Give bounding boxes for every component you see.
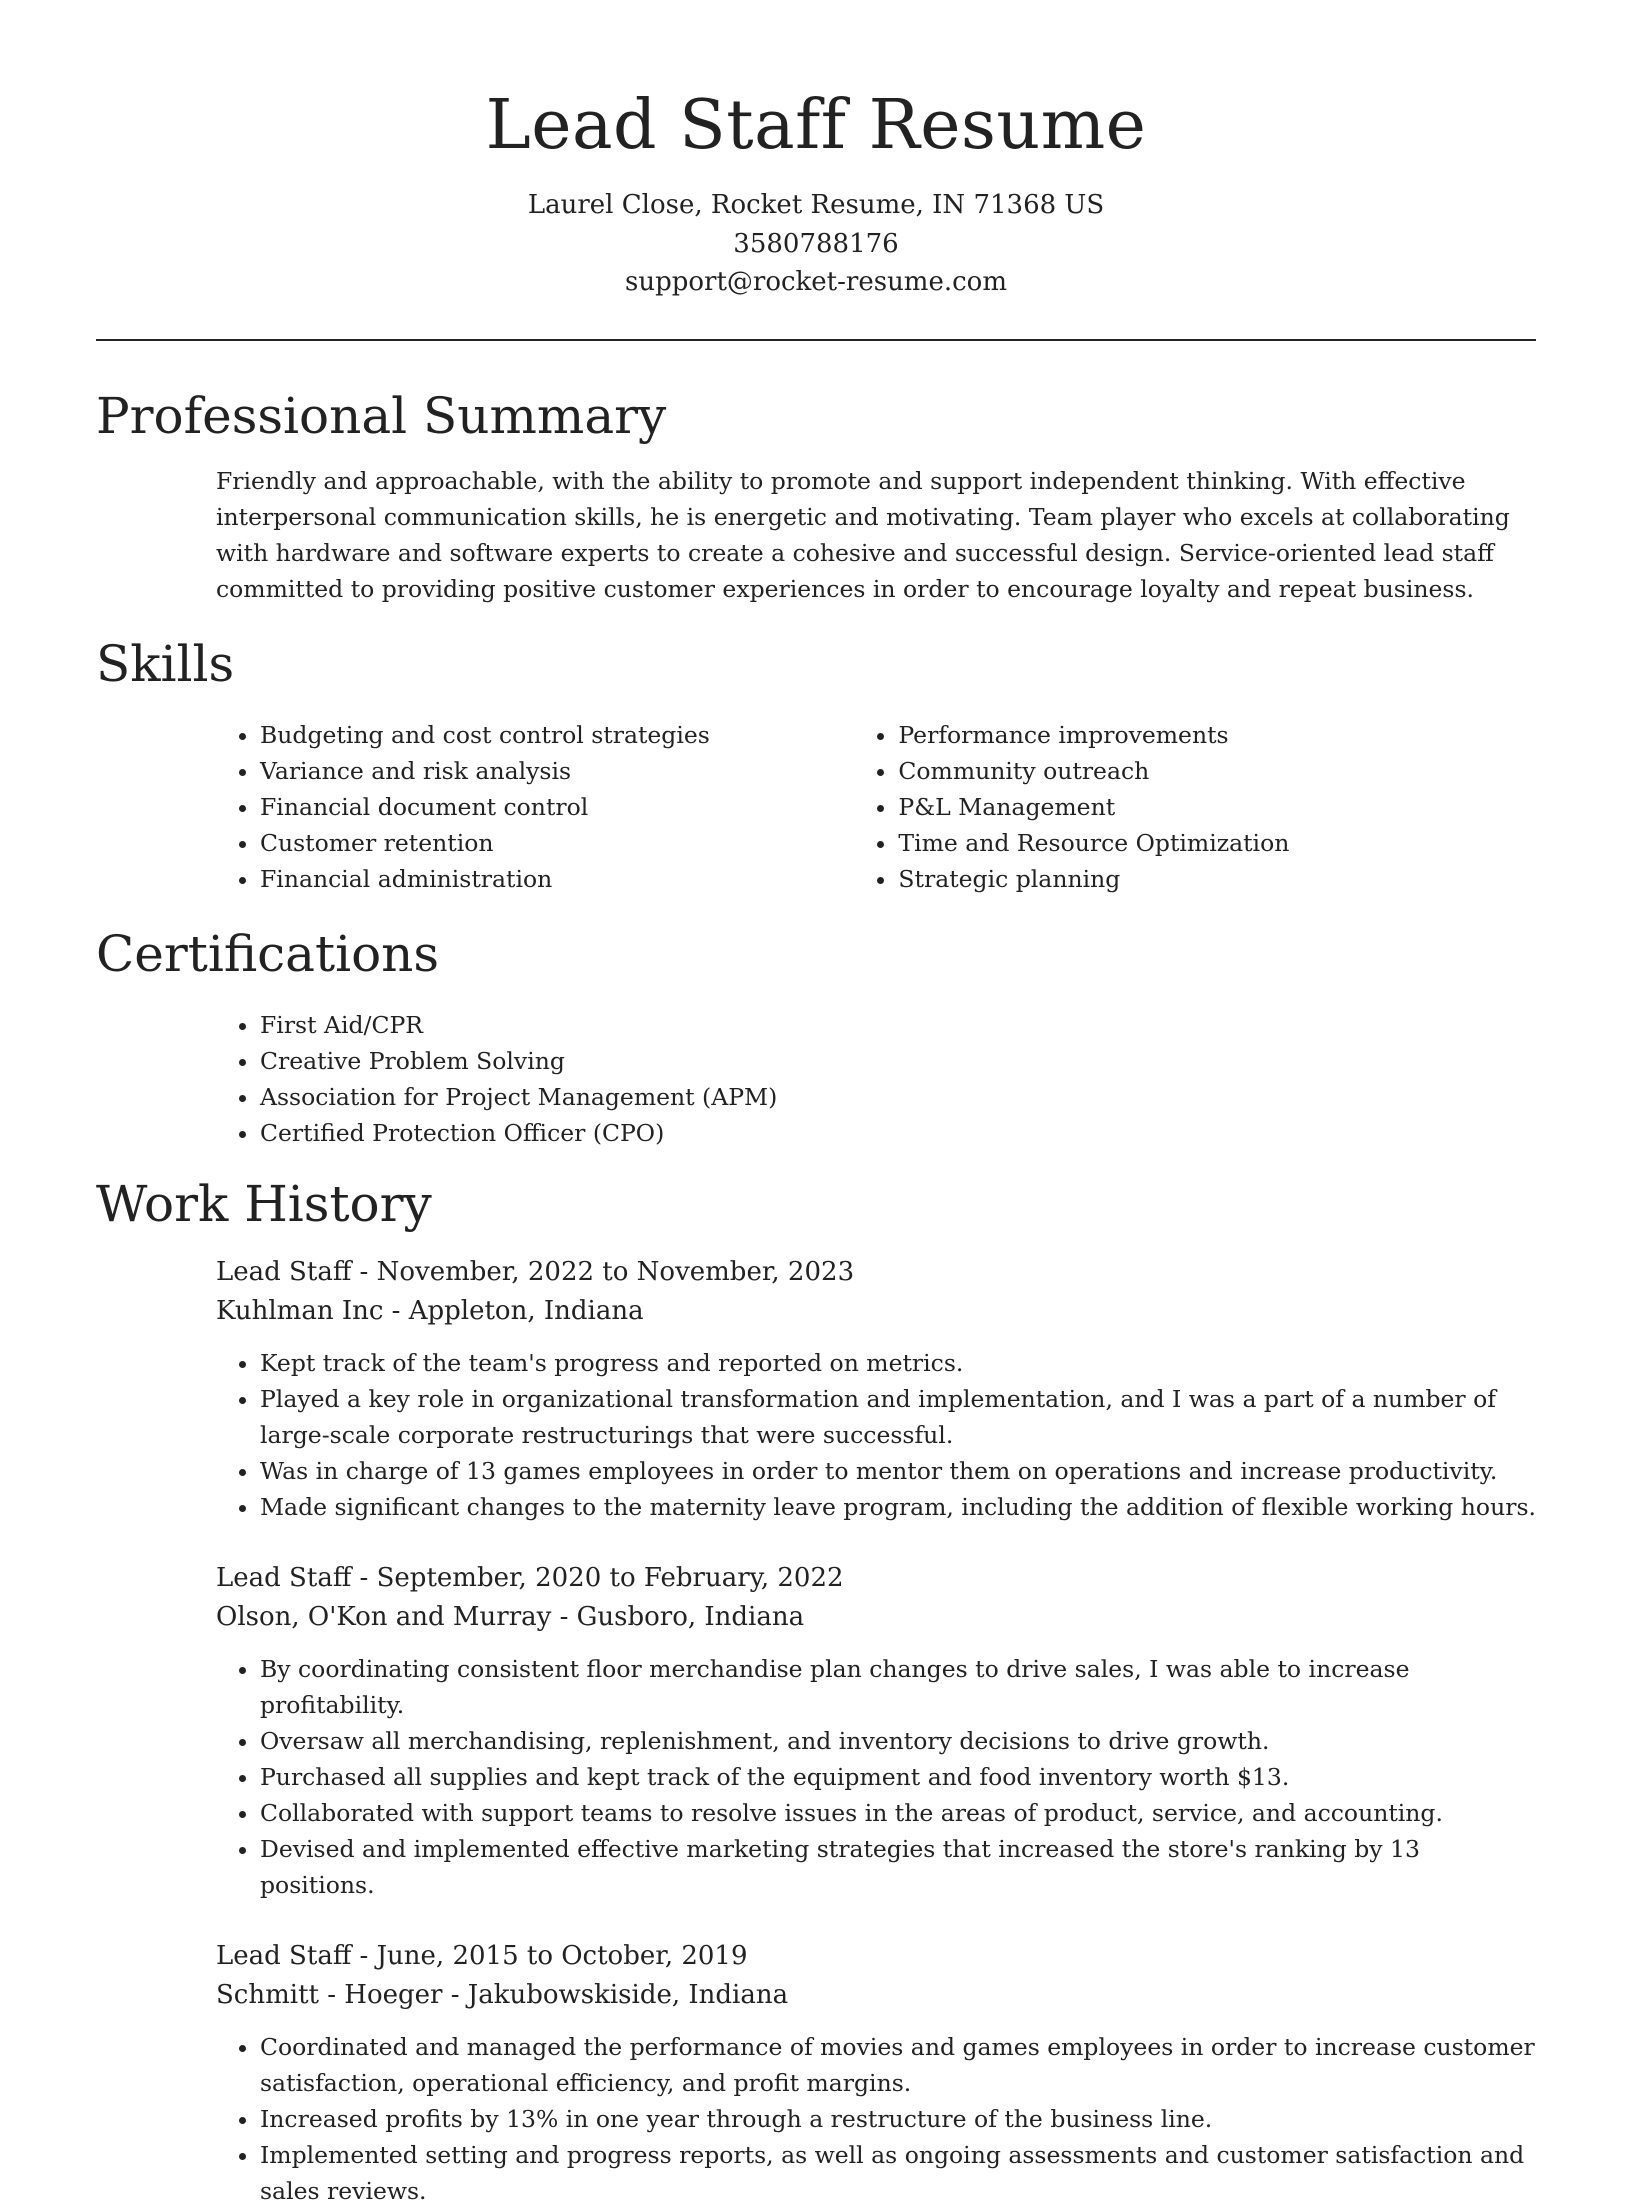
skill-item: • P&L Management: [898, 789, 1536, 825]
skill-item: • Community outreach: [898, 753, 1536, 789]
contact-address: Laurel Close, Rocket Resume, IN 71368 US: [527, 190, 1105, 220]
certification-item: • Association for Project Management (APM): [260, 1079, 1536, 1115]
job-bullet: • Increased profits by 13% in one year through a restructure of the business line.: [260, 2101, 1536, 2137]
resume-page: [96, 0, 1536, 2209]
contact-email: support@rocket-resume.com: [624, 267, 1007, 297]
skills-list-right: [854, 717, 1536, 897]
job-bullets: [216, 2029, 1536, 2209]
job-company-line: Olson, O'Kon and Murray - Gusboro, Indiana: [216, 1601, 805, 1632]
skill-item: • Performance improvements: [898, 717, 1536, 753]
skills-columns: [216, 717, 1536, 897]
job-title-line: Lead Staff - November, 2022 to November, 2023: [216, 1256, 855, 1287]
job-bullet: • Devised and implemented effective marketing strategies that increased the store's ranking by 13 positions.: [260, 1831, 1536, 1903]
job-bullet: • Oversaw all merchandising, replenishment, and inventory decisions to drive growth.: [260, 1723, 1536, 1759]
job-entry: [216, 1937, 1536, 2209]
contact-phone: 3580788176: [733, 228, 899, 259]
work-history-heading: Work History: [96, 1174, 432, 1233]
certification-item: • Creative Problem Solving: [260, 1043, 1536, 1079]
job-company-line: Schmitt - Hoeger - Jakubowskiside, Indiana: [216, 1979, 789, 2010]
certifications-heading: Certifications: [96, 924, 440, 983]
certifications-list: [216, 1007, 1536, 1151]
job-bullets: [216, 1651, 1536, 1903]
job-bullet: • Collaborated with support teams to resolve issues in the areas of product, service, and accounting.: [260, 1795, 1536, 1831]
summary-heading: Professional Summary: [96, 386, 667, 445]
job-title-line: Lead Staff - June, 2015 to October, 2019: [216, 1940, 748, 1971]
job-bullet: • By coordinating consistent floor merchandise plan changes to drive sales, I was able to increase profitability.: [260, 1651, 1536, 1723]
job-title-line: Lead Staff - September, 2020 to February, 2022: [216, 1562, 844, 1593]
skill-item: • Strategic planning: [898, 861, 1536, 897]
job-bullet: • Implemented setting and progress reports, as well as ongoing assessments and customer satisfaction and sales reviews.: [260, 2137, 1536, 2209]
resume-title: Lead Staff Resume: [485, 86, 1147, 165]
skill-item: • Financial document control: [260, 789, 854, 825]
job-bullet: • Purchased all supplies and kept track of the equipment and food inventory worth $13.: [260, 1759, 1536, 1795]
job-entry: [216, 1559, 1536, 1903]
skill-item: • Time and Resource Optimization: [898, 825, 1536, 861]
skills-heading: Skills: [96, 634, 235, 693]
skill-item: • Budgeting and cost control strategies: [260, 717, 854, 753]
job-bullet: • Was in charge of 13 games employees in order to mentor them on operations and increase productivity.: [260, 1453, 1536, 1489]
job-bullet: • Made significant changes to the maternity leave program, including the addition of flexible working hours.: [260, 1489, 1536, 1525]
skill-item: • Financial administration: [260, 861, 854, 897]
certification-item: • First Aid/CPR: [260, 1007, 1536, 1043]
skill-item: • Variance and risk analysis: [260, 753, 854, 789]
job-bullet: • Coordinated and managed the performance of movies and games employees in order to increase customer satisfaction, operational efficiency, and profit margins.: [260, 2029, 1536, 2101]
resume-header: [96, 0, 1536, 302]
contact-block: [96, 186, 1536, 302]
job-bullets: [216, 1345, 1536, 1525]
skills-list-left: [216, 717, 854, 897]
job-entry: [216, 1253, 1536, 1525]
summary-text: Friendly and approachable, with the ability to promote and support independent thinking. With effective interpersonal communication skills, he is energetic and motivating. Team player who excels at collaborating with hardware and software experts to create a cohesive and successful design. Service-oriented lead staff committed to providing positive customer experiences in order to encourage loyalty and repeat business.: [216, 466, 1510, 603]
certifications-block: [216, 1007, 1536, 1151]
job-company-line: Kuhlman Inc - Appleton, Indiana: [216, 1295, 644, 1326]
header-divider: [96, 339, 1536, 341]
job-bullet: • Kept track of the team's progress and reported on metrics.: [260, 1345, 1536, 1381]
job-bullet: • Played a key role in organizational transformation and implementation, and I was a part of a number of large-scale corporate restructurings that were successful.: [260, 1381, 1536, 1453]
certification-item: • Certified Protection Officer (CPO): [260, 1115, 1536, 1151]
skill-item: • Customer retention: [260, 825, 854, 861]
